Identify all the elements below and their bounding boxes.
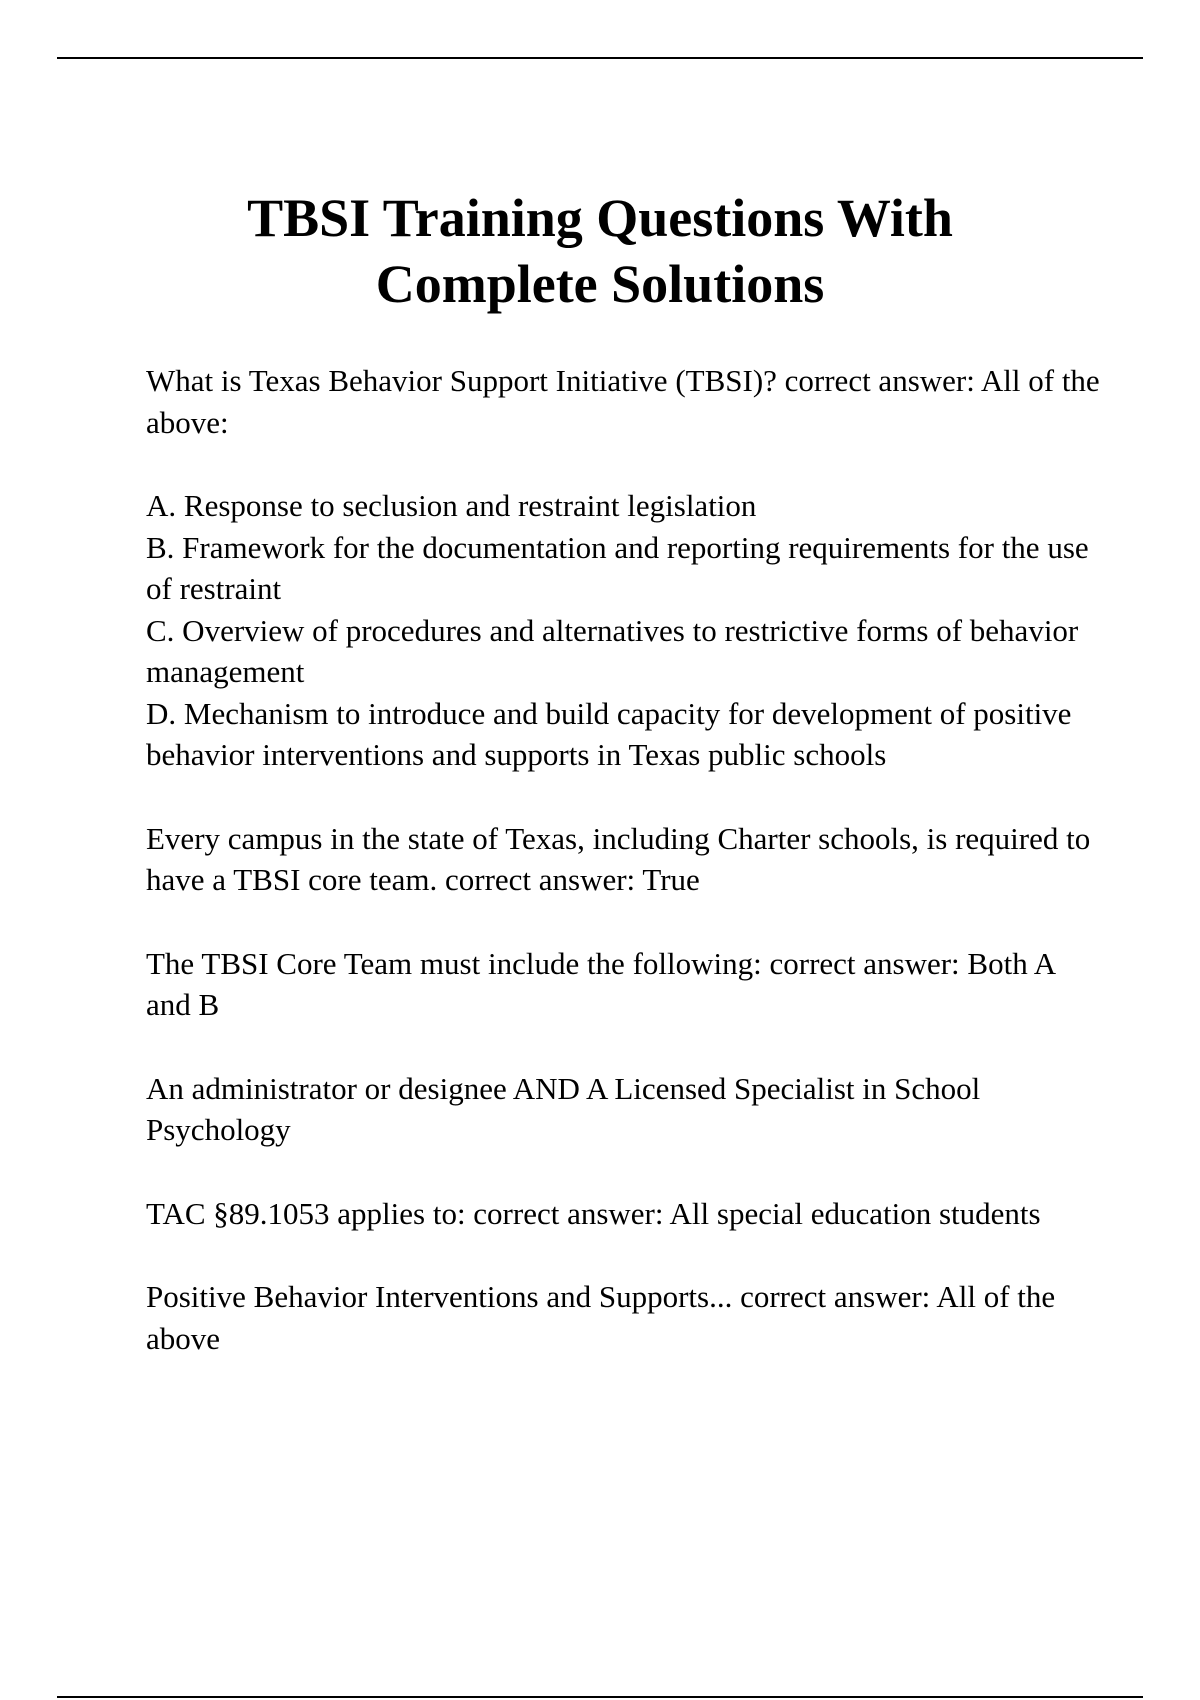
question-2: Every campus in the state of Texas, including Charter schools, is required to have a TBSI core team. correct answer: True [146,820,1091,897]
option-c: C. Overview of procedures and alternatives to restrictive forms of behavior management [146,612,1079,689]
title-line-2: Complete Solutions [375,254,825,314]
question-1-options [146,485,1106,776]
bottom-rule [57,1696,1143,1698]
option-d: D. Mechanism to introduce and build capacity for development of positive behavior interventions and supports in Texas public schools [146,695,1072,772]
question-5: Positive Behavior Interventions and Supports... correct answer: All of the above [146,1279,1056,1356]
document-title [0,185,1200,317]
question-4: TAC §89.1053 applies to: correct answer: All special education students [146,1195,1041,1231]
title-line-1: TBSI Training Questions With [247,188,953,248]
question-3: The TBSI Core Team must include the following: correct answer: Both A and B [146,945,1055,1022]
question-3-detail: An administrator or designee AND A Licensed Specialist in School Psychology [146,1070,981,1147]
question-1: What is Texas Behavior Support Initiative (TBSI)? correct answer: All of the above: [146,363,1100,440]
document-body [146,360,1106,1401]
option-b: B. Framework for the documentation and reporting requirements for the use of restraint [146,529,1089,606]
top-rule [57,57,1143,59]
option-a: A. Response to seclusion and restraint legislation [146,488,757,523]
